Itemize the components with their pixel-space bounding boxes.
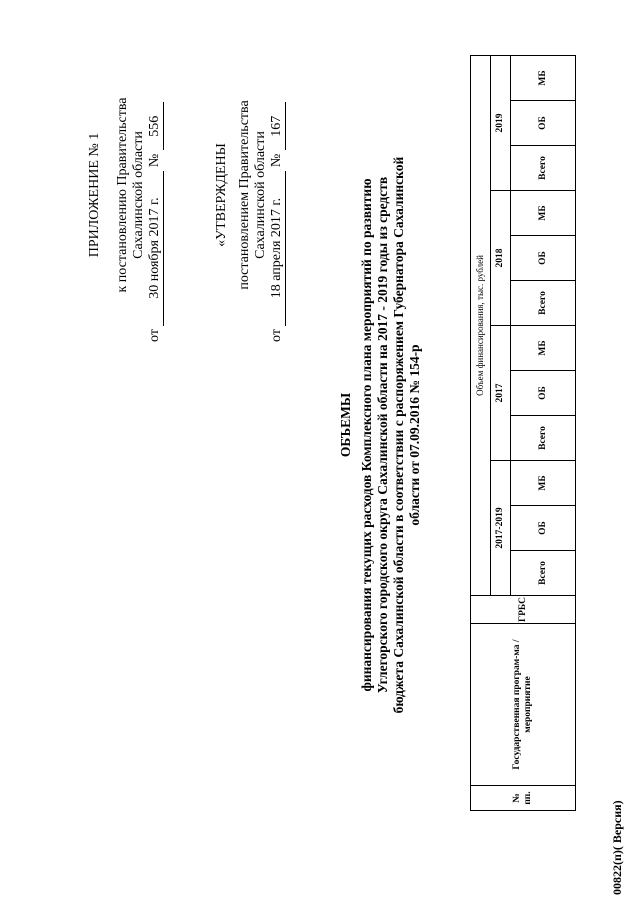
sub-total-header: Всего	[511, 551, 576, 596]
appendix-date-line: от 30 ноября 2017 г. № 556	[147, 42, 164, 342]
appendix-date: 30 ноября 2017 г.	[147, 171, 164, 326]
period-2017: 2017	[491, 326, 511, 461]
doc-title-line-4: области от 07.09.2016 № 154-р	[407, 344, 422, 526]
appendix-title: ПРИЛОЖЕНИЕ № 1	[87, 132, 102, 258]
doc-title-line-1: финансирования текущих расходов Комплексного плана мероприятий по развитию	[359, 178, 374, 692]
col-number-header: № пп.	[471, 786, 576, 811]
appendix-number: 556	[147, 102, 164, 150]
approved-by-resolution: постановлением Правительства	[237, 100, 252, 290]
approved-region: Сахалинской области	[253, 131, 268, 259]
sub-ob-header: ОБ	[511, 506, 576, 551]
sub-total-header: Всего	[511, 416, 576, 461]
col-grbs-header: ГРБС	[471, 596, 576, 624]
sub-mb-header: МБ	[511, 461, 576, 506]
col-program-header: Государственная програм-ма / мероприятие	[471, 624, 576, 786]
approved-title: «УТВЕРЖДЕНЫ	[214, 143, 229, 247]
sub-ob-header: ОБ	[511, 101, 576, 146]
funding-table	[470, 55, 576, 811]
funding-header: Объем финансирования, тыс. рублей	[471, 55, 491, 595]
appendix-to-resolution: к постановлению Правительства	[115, 97, 130, 293]
sub-mb-header: МБ	[511, 191, 576, 236]
period-2018: 2018	[491, 191, 511, 326]
period-2017-2019: 2017-2019	[491, 461, 511, 596]
sub-mb-header: МБ	[511, 55, 576, 100]
approved-date: 18 апреля 2017 г.	[269, 171, 286, 326]
doc-heading: ОБЪЕМЫ	[338, 392, 353, 458]
sub-total-header: Всего	[511, 146, 576, 191]
approved-date-line: от 18 апреля 2017 г. № 167	[269, 42, 286, 342]
footer-version: 00822(п)( Версия)	[610, 800, 624, 895]
doc-title-line-2: Углегорского городского округа Сахалинской области на 2017 - 2019 годы из средств	[375, 176, 390, 694]
sub-total-header: Всего	[511, 281, 576, 326]
appendix-region: Сахалинской области	[131, 131, 146, 259]
period-2019: 2019	[491, 55, 511, 190]
sub-mb-header: МБ	[511, 326, 576, 371]
approved-number: 167	[269, 102, 286, 150]
sub-ob-header: ОБ	[511, 236, 576, 281]
doc-title-line-3: бюджета Сахалинской области в соответствии с распоряжением Губернатора Сахалинской	[391, 156, 406, 714]
sub-ob-header: ОБ	[511, 371, 576, 416]
